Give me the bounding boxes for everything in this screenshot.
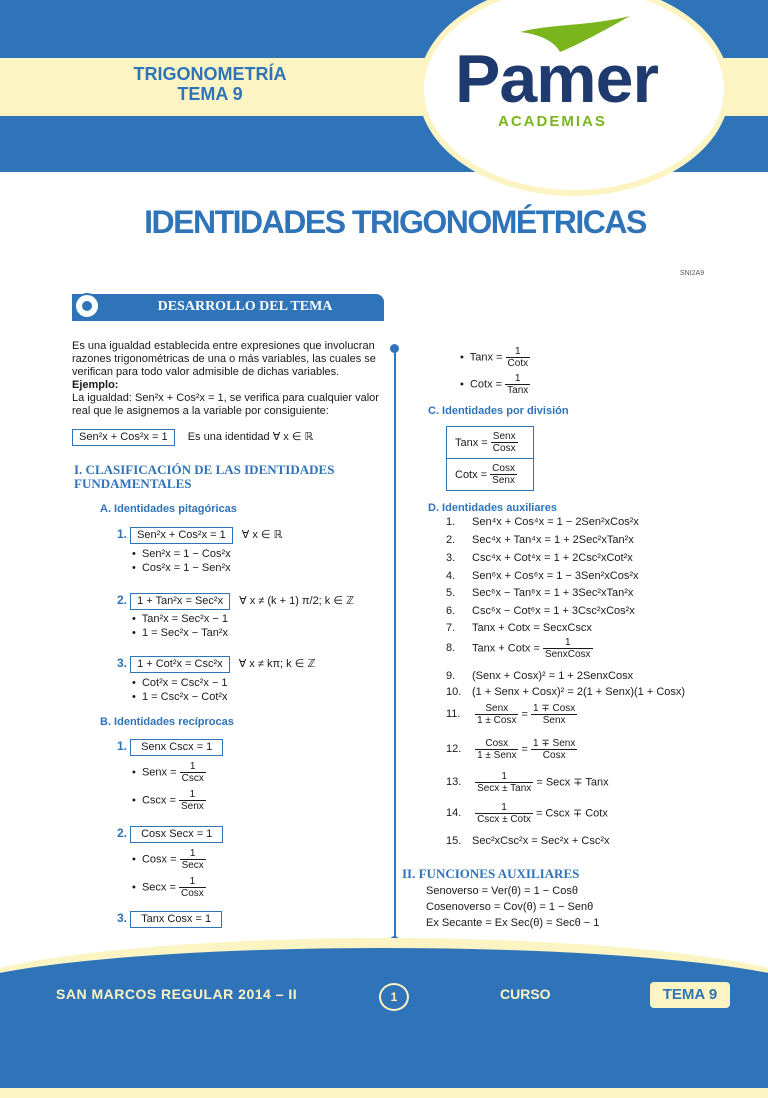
page-number: 1 <box>379 983 409 1011</box>
pyth-box-3: 1 + Cot²x = Csc²x <box>130 656 230 673</box>
recip-box-2: Cosx Secx = 1 <box>130 826 223 843</box>
pyth-1-bullet-2: • Cos²x = 1 − Sen²x <box>132 562 231 574</box>
intro-identity <box>72 429 313 446</box>
section-rule <box>72 320 384 321</box>
subsection-d-title: D. Identidades auxiliares <box>428 502 557 514</box>
footer-curso: CURSO <box>500 986 551 1002</box>
aux-function-2: Cosenoverso = Cov(θ) = 1 − Senθ <box>426 901 594 913</box>
recip-item-2: 2. Cosx Secx = 1 <box>117 826 223 843</box>
recip-1-frac-2: • Cscx = $\frac{1}{\text{Senx}}$ <box>132 789 204 812</box>
footer-background <box>0 948 768 1088</box>
course-name: TRIGONOMETRÍA <box>133 64 287 84</box>
aux-item-13: 13. $\frac{1}{\text{Secx ± Tanx}}$ = Secx ∓ Tanx <box>446 771 609 794</box>
logo-subtitle: ACADEMIAS <box>498 113 607 130</box>
aux-item-3: 3. Csc⁴x + Cot⁴x = 1 + 2Csc²xCot²x <box>446 552 633 564</box>
pyth-item-1: 1. Sen²x + Cos²x = 1 ∀ x ∈ ℝ <box>117 527 282 544</box>
pyth-2-bullet-1: • Tan²x = Sec²x − 1 <box>132 613 228 625</box>
pyth-1-bullet-1: • Sen²x = 1 − Cos²x <box>132 548 231 560</box>
footer-tema-badge: TEMA 9 <box>650 982 730 1008</box>
column-divider <box>394 346 396 940</box>
section-ii-title: II. FUNCIONES AUXILIARES <box>402 866 580 881</box>
footer-course-cycle: SAN MARCOS REGULAR 2014 – II <box>56 986 298 1002</box>
section-i-title: I. CLASIFICACIÓN DE LAS IDENTIDADES FUNDAMENTALES <box>74 462 335 491</box>
aux-item-10: 10. (1 + Senx + Cosx)² = 2(1 + Senx)(1 + Cosx) <box>446 686 686 698</box>
intro-text <box>72 340 387 418</box>
subsection-a-title: A. Identidades pitagóricas <box>100 503 237 515</box>
aux-item-2: 2. Sec⁴x + Tan⁴x = 1 + 2Sec²xTan²x <box>446 534 634 546</box>
intro-paragraph: Es una igualdad establecida entre expresiones que involucran razones trigonométricas de una o más variables, las cuales se verifican para todo valor admisible de dichas variables. <box>72 340 376 378</box>
pyth-item-3: 3. 1 + Cot²x = Csc²x ∀ x ≠ kπ; k ∈ ℤ <box>117 656 316 673</box>
aux-item-4: 4. Sen⁶x + Cos⁶x = 1 − 3Sen²xCos²x <box>446 570 639 582</box>
section-title: DESARROLLO DEL TEMA <box>157 299 333 314</box>
aux-item-9: 9. (Senx + Cosx)² = 1 + 2SenxCosx <box>446 670 634 682</box>
aux-item-1: 1. Sen⁴x + Cos⁴x = 1 − 2Sen²xCos²x <box>446 516 639 528</box>
division-identities-box <box>446 426 534 491</box>
recip-2-frac-1: • Cosx = $\frac{1}{\text{Secx}}$ <box>132 848 204 871</box>
aux-item-15: 15. Sec²xCsc²x = Sec²x + Csc²x <box>446 835 610 847</box>
logo-wordmark: Pamer <box>455 41 658 117</box>
pyth-box-1: Sen²x + Cos²x = 1 <box>130 527 233 544</box>
recip-2-frac-2: • Secx = $\frac{1}{\text{Cosx}}$ <box>132 876 204 899</box>
subsection-b-title: B. Identidades recíprocas <box>100 716 234 728</box>
header-title <box>100 64 320 104</box>
aux-item-14: 14. $\frac{1}{\text{Cscx ± Cotx}}$ = Cscx ∓ Cotx <box>446 802 608 825</box>
recip-box-1: Senx Cscx = 1 <box>130 739 223 756</box>
section-bullet-icon <box>74 293 100 319</box>
aux-function-1: Senoverso = Ver(θ) = 1 − Cosθ <box>426 885 578 897</box>
aux-function-3: Ex Secante = Ex Sec(θ) = Secθ − 1 <box>426 917 600 929</box>
example-paragraph: La igualdad: Sen²x + Cos²x = 1, se verifica para cualquier valor real que le asignemos a la variable por consiguiente: <box>72 392 379 417</box>
page-title: IDENTIDADES TRIGONOMÉTRICAS <box>144 204 646 240</box>
division-tan: Tanx = $\frac{\text{Senx}}{\text{Cosx}}$ <box>447 427 533 459</box>
aux-item-6: 6. Csc⁶x − Cot⁶x = 1 + 3Csc²xCos²x <box>446 605 635 617</box>
recip-box-3: Tanx Cosx = 1 <box>130 911 222 928</box>
recip-1-frac-1: • Senx = $\frac{1}{\text{Cscx}}$ <box>132 761 204 784</box>
identity-note: Es una identidad ∀ x ∈ ℝ <box>187 431 314 443</box>
aux-item-12: 12. $\frac{\text{Cosx}}{\text{1 ± Senx}}$ = $\frac{\text{1 ∓ Senx}}{\text{Cosx}}$ <box>446 738 576 761</box>
pyth-2-bullet-2: • 1 = Sec²x − Tan²x <box>132 627 228 639</box>
example-label: Ejemplo: <box>72 379 119 391</box>
aux-item-7: 7. Tanx + Cotx = SecxCscx <box>446 622 592 634</box>
division-cot: Cotx = $\frac{\text{Cosx}}{\text{Senx}}$ <box>455 463 515 486</box>
recip-tan-frac: • Tanx = $\frac{1}{\text{Cotx}}$ <box>460 346 529 369</box>
aux-item-11: 11. $\frac{\text{Senx}}{\text{1 ± Cosx}}$ = $\frac{\text{1 ∓ Cosx}}{\text{Senx}}$ <box>446 703 576 726</box>
aux-item-5: 5. Sec⁶x − Tan⁶x = 1 + 3Sec²xTan²x <box>446 587 634 599</box>
recip-cot-frac: • Cotx = $\frac{1}{\text{Tanx}}$ <box>460 373 529 396</box>
topic-name: TEMA 9 <box>177 84 243 104</box>
identity-box: Sen²x + Cos²x = 1 <box>72 429 175 446</box>
pyth-3-bullet-2: • 1 = Csc²x − Cot²x <box>132 691 228 703</box>
divider-top-dot <box>390 344 399 353</box>
recip-item-1: 1. Senx Cscx = 1 <box>117 739 223 756</box>
pyth-3-bullet-1: • Cot²x = Csc²x − 1 <box>132 677 228 689</box>
pyth-item-2: 2. 1 + Tan²x = Sec²x ∀ x ≠ (k + 1) π/2; k ∈ ℤ <box>117 593 354 610</box>
subsection-c-title: C. Identidades por división <box>428 405 569 417</box>
pyth-box-2: 1 + Tan²x = Sec²x <box>130 593 230 610</box>
document-code: SNI2A9 <box>680 270 705 277</box>
recip-item-3: 3. Tanx Cosx = 1 <box>117 911 222 928</box>
aux-item-8: 8. Tanx + Cotx = $\frac{1}{\text{SenxCosx}}$ <box>446 637 591 660</box>
